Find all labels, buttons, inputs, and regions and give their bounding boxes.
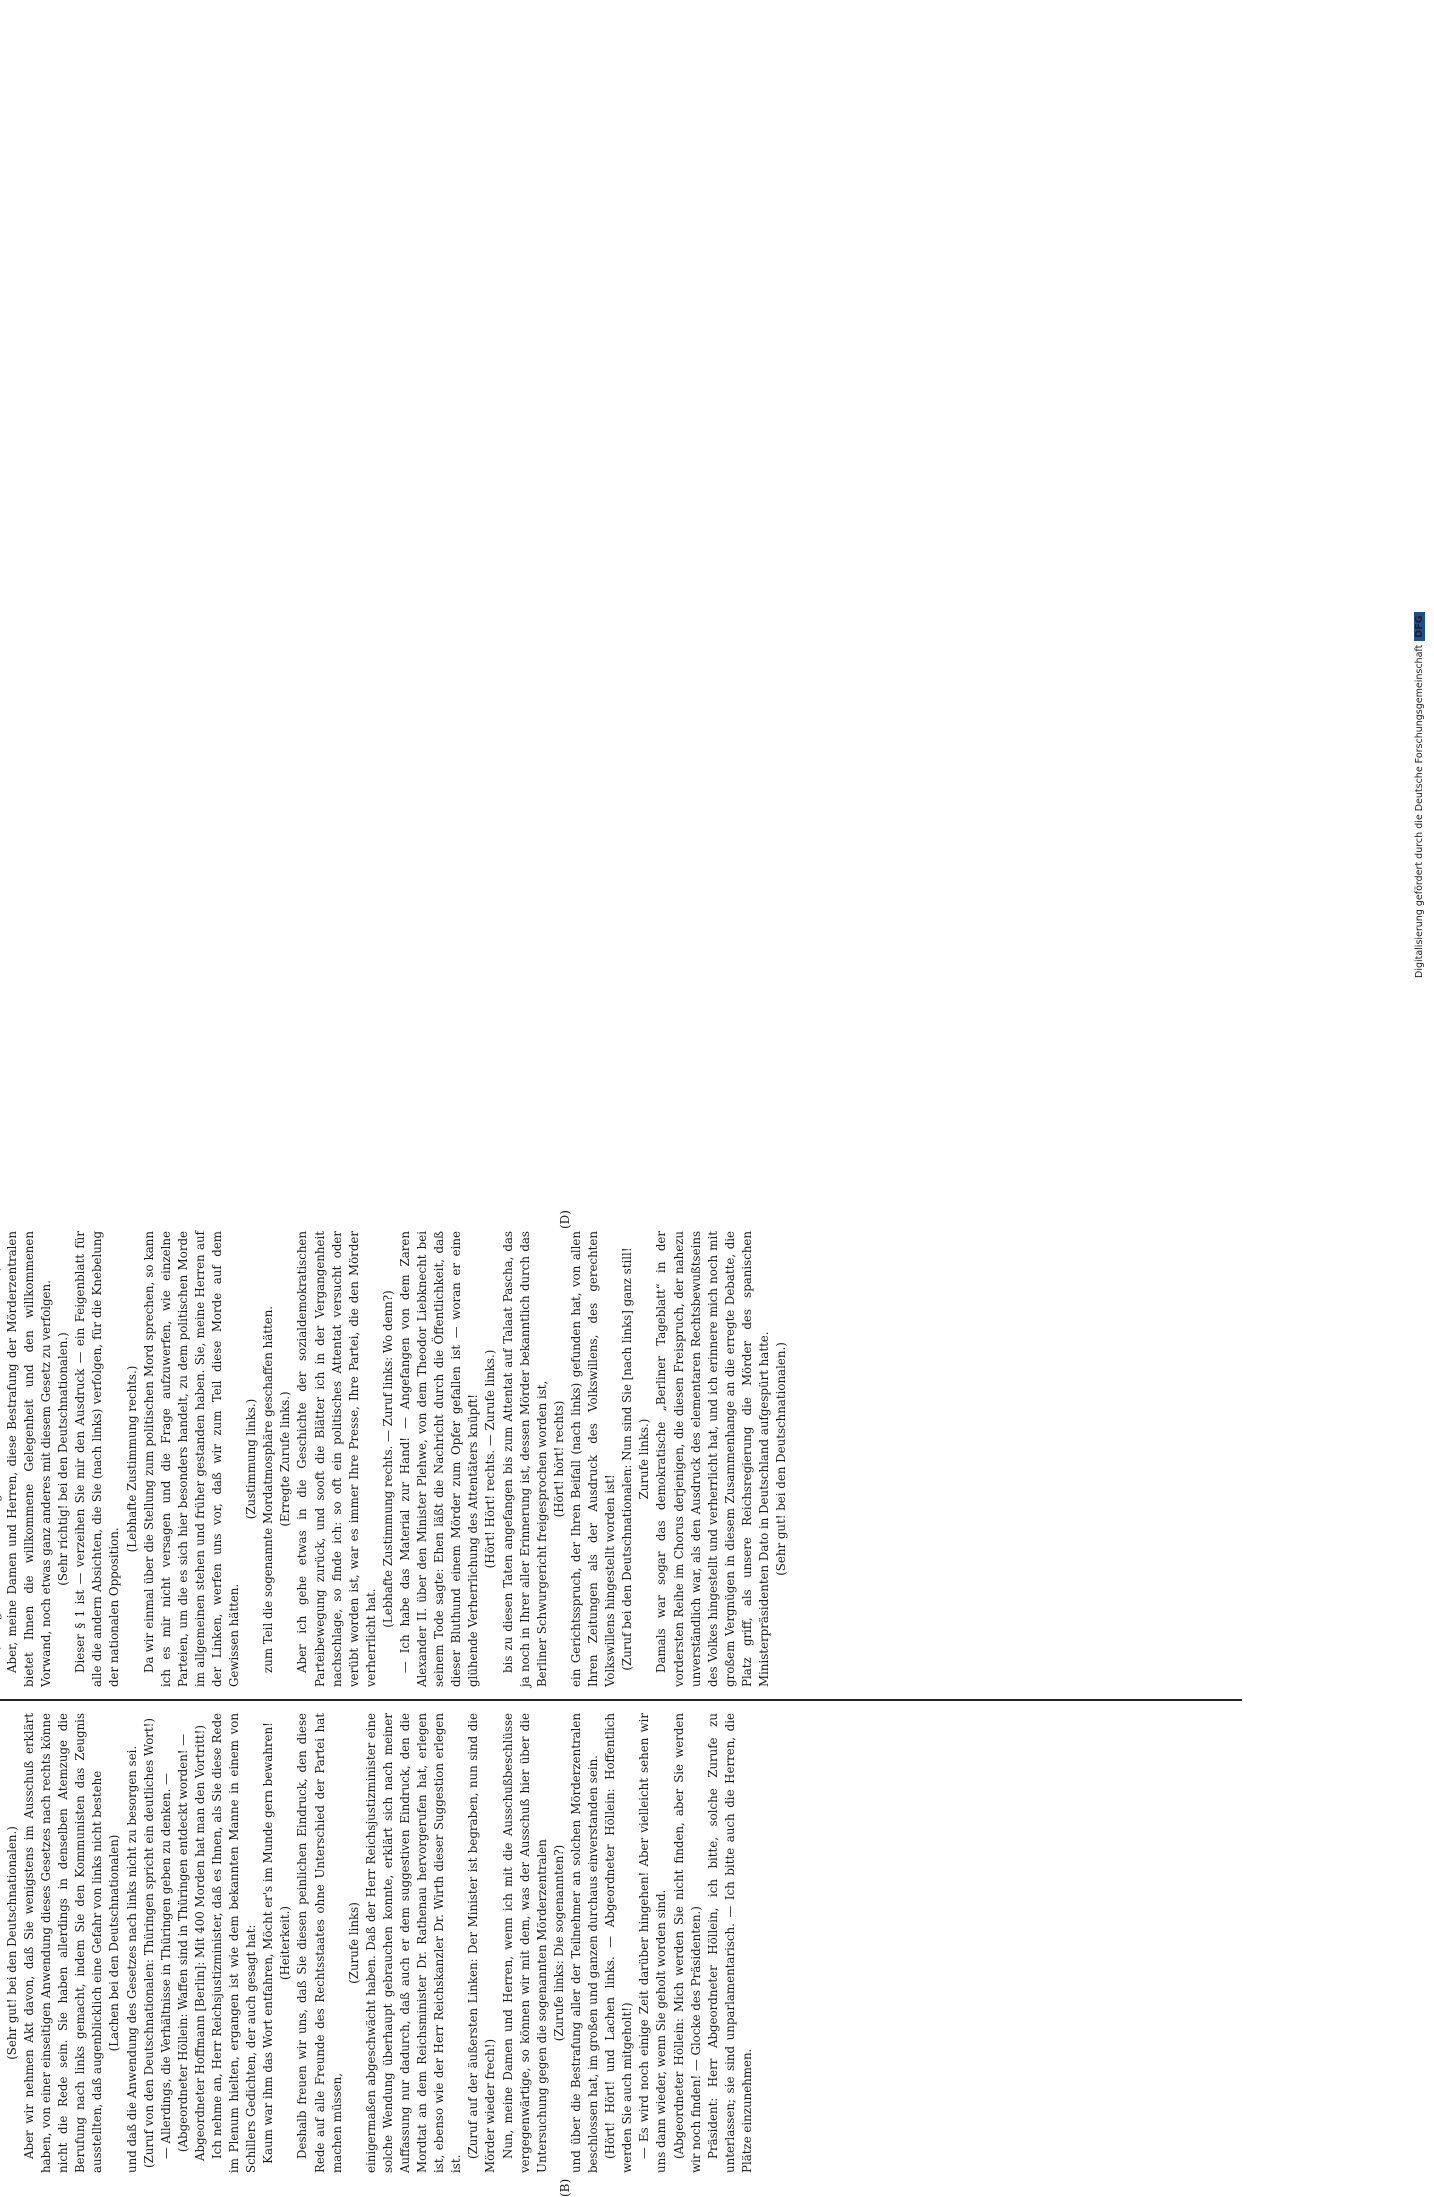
- dfg-logo: DFG: [1414, 613, 1425, 641]
- margin-marker-b: (B): [558, 2178, 572, 2197]
- paragraph: Aber, meine Damen und Herren, diese Bestrafung der Mörderzentralen bietet Ihnen die willkommene Gelegenheit und den willkommenen Vorwand, noch etwas ganz anderes mit diesem Gesetz zu verfolgen.: [4, 1231, 54, 1687]
- interjection: (Abgeordneter Höllein: Waffen sind in Thüringen entdeckt worden! — Abgeordneter Hoffmann [Berlin]: Mit 400 Morden hat man den Vortritt!): [175, 1725, 207, 2161]
- paragraph: und daß die Anwendung des Gesetzes nach links nicht zu besorgen sei.: [124, 1745, 139, 2173]
- interjection: (Hört! Hört! und Lachen links. — Abgeordneter Höllein: Hoffentlich werden Sie auch mitgeholt!): [603, 1713, 635, 2173]
- paragraph: — Ich habe das Material zur Hand! — Angefangen von dem Zaren Alexander II. über den Minister Plehwe, von dem Theodor Liebknecht bei seinem Tode sagte: Ehen läßt die Nachricht durch die Öffentlichkeit, daß dieser Bluthund einem Mörder zum Opfer gefallen ist — woran er eine glühende Verherrlichung des Attentäters knüpft!: [398, 1231, 481, 1687]
- interjection: (Sehr richtig! bei den Deutschnationalen.): [56, 1332, 71, 1586]
- interjection: (Lachen bei den Deutschnationalen): [107, 1834, 122, 2052]
- margin-marker-d: (D): [558, 1210, 572, 1229]
- paragraph: ein Gerichtsspruch, der Ihren Beifall (nach links) gefunden hat, von allen Ihren Zeitungen als der Ausdruck des Volkswillens, des gerechten Volkswillens hingestellt worden ist!: [568, 1231, 618, 1687]
- digitization-credit: Digitalisierung gefördert durch die Deutsche Forschungsgemeinschaft: [1414, 644, 1425, 978]
- rotated-page-content: [0, 1205, 1208, 2195]
- paragraph: bis zu diesen Taten angefangen bis zum Attentat auf Talaat Pascha, das ja noch in Ihrer aller Erinnerung ist, dessen Mörder bekanntlich durch das Berliner Schwurgericht freigesprochen worden ist,: [500, 1231, 549, 1687]
- interjection: (Sehr gut! bei den Deutschnationalen.): [4, 1826, 19, 2060]
- left-text-column: [0, 1713, 756, 2173]
- interjection: (Lebhafte Zustimmung rechts. — Zuruf links: Wo denn?): [380, 1290, 395, 1628]
- digitization-note: [1414, 18, 1430, 978]
- interjection: (Sehr gut! bei den Deutschnationalen.): [774, 1342, 789, 1576]
- interjection: (Zuruf von den Deutschnationalen: Thüringen spricht ein deutliches Wort!): [141, 1717, 156, 2169]
- interjection: (Zurufe links: Die sogenannten?): [551, 1844, 566, 2042]
- paragraph: Da wir einmal über die Stellung zum politischen Mord sprechen, so kann ich es mir nicht versagen und die Frage aufzuwerfen, wie einzelne Parteien, um die es sich hier besonders handelt, zu dem politischen Morde im allgemeinen stehen und früher gestanden haben. Sie, meine Herren auf der Linken, werfen uns vor, daß wir zum Teil diese Morde auf dem Gewissen hätten.: [141, 1231, 242, 1687]
- interjection: (Abgeordneter Höllein: Mich werden Sie nicht finden, aber Sie werden wir noch finden! — Glocke des Präsidenten.): [671, 1713, 703, 2173]
- interjection: (Heiterkeit.): [278, 1906, 293, 1981]
- paragraph: — Es wird noch einige Zeit darüber hingehen! Aber vielleicht sehen wir uns dann wieder, wenn Sie geholt worden sind.: [637, 1713, 669, 2173]
- interjection: (Zustimmung links.): [244, 1398, 259, 1520]
- paragraph: Ich nehme an, Herr Reichsjustizminister, daß es Ihnen, als Sie diese Rede im Plenum hielten, ergangen ist wie dem bekannten Manne in einem von Schillers Gedichten, der auch gesagt hat:: [209, 1713, 259, 2173]
- paragraph: Damals war sogar das demokratische „Berliner Tageblatt“ in der vordersten Reihe im Chorus derjenigen, die diesen Freispruch, der nahezu unverständlich war, als den Ausdruck des elementaren Rechtsbewußtseins des Volkes hingestellt und verherrlicht hat, und ich erinnere mich noch mit großem Vergnügen in diesem Zusammenhange an die erregte Debatte, die Platz griff, als unsere Reichsregierung die Mörder des spanischen Ministerpräsidenten Dato in Deutschland aufgespürt hatte.: [654, 1231, 771, 1687]
- interjection: (Hört! Hört! rechts. — Zurufe links.): [483, 1349, 498, 1569]
- paragraph: Aber wir nehmen Akt davon, daß Sie wenigstens im Ausschuß erklärt haben, von einer einseitigen Anwendung dieses Gesetzes nach rechts könne nicht die Rede sein. Sie haben allerdings in denselben Atemzuge die Berufung nach links gemacht, indem Sie den Kommunisten das Zeugnis ausstellten, daß augenblicklich eine Gefahr von links nicht bestehe: [21, 1713, 105, 2173]
- digitization-note-text: [1414, 613, 1425, 979]
- interjection: (Lebhafte Zustimmung rechts.): [124, 1365, 139, 1553]
- column-divider: [0, 1699, 1242, 1701]
- paragraph: Dieser § 1 ist — verzeihen Sie mir den Ausdruck — ein Feigenblatt für alle die andern Absichten, die Sie (nach links) verfolgen, für die Knebelung der nationalen Opposition.: [73, 1231, 122, 1687]
- interjection: (Hört! hört! rechts): [551, 1400, 566, 1518]
- president-statement: Präsident: Herr Abgeordneter Höllein, ich bitte, solche Zurufe zu unterlassen; sie sind unparlamentarisch. — Ich bitte auch die Herren, die Plätze einzunehmen.: [705, 1713, 754, 2173]
- paragraph: Deshalb freuen wir uns, daß Sie diesen peinlichen Eindruck, den diese Rede auf alle Freunde des Rechtsstaates ohne Unterschied der Partei hat machen müssen,: [295, 1713, 344, 2173]
- paragraph: Aber ich gehe etwas in die Geschichte der sozialdemokratischen Parteibewegung zurück, und sooft die Blätter ich in der Vergangenheit nachschlage, so finde ich: so oft ein politisches Attentat versucht oder verübt worden ist, war es immer Ihre Presse, Ihre Partei, die den Mörder verherrlicht hat.: [295, 1231, 378, 1687]
- paragraph: und über die Bestrafung aller der Teilnehmer an solchen Mörderzentralen beschlossen hat, im großen und ganzen durchaus einverstanden sein.: [568, 1713, 601, 2173]
- paragraph: — Allerdings, die Verhältnisse in Thüringen geben zu denken. —: [158, 1773, 173, 2159]
- interjection: (Zuruf auf der äußersten Linken: Der Minister ist begraben, nun sind die Mörder wieder frech!): [466, 1713, 498, 2173]
- paragraph: einigermaßen abgeschwächt haben. Daß der Herr Reichsjustizminister eine solche Wendung überhaupt gebrauchen konnte, erklärt sich nach meiner Auffassung nur dadurch, daß auch er dem suggestiven Eindruck, den die Mordtat an dem Reichsminister Dr. Rathenau hervorgerufen hat, erlegen ist, ebenso wie der Herr Reichskanzler Dr. Wirth dieser Suggestion erlegen ist.: [363, 1713, 464, 2173]
- interjection: (Zurufe links): [346, 1902, 361, 1984]
- paragraph: Nun, meine Damen und Herren, wenn ich mit die Ausschußbeschlüsse vergegenwärtige, so können wir mit dem, was der Ausschuß hier über die Untersuchung gegen die sogenannten Mörderzentralen: [500, 1713, 549, 2173]
- poem-quote: Kaum war ihm das Wort entfahren, Möcht er's im Munde gern bewahren!: [261, 1722, 276, 2164]
- interjection: (Zuruf bei den Deutschnationalen: Nun sind Sie [nach links] ganz still! Zurufe links.): [620, 1247, 652, 1671]
- right-text-column: [0, 1231, 790, 1687]
- paragraph: zum Teil die sogenannte Mordatmosphäre geschaffen hätten.: [261, 1305, 276, 1673]
- interjection: (Erregte Zurufe links.): [278, 1391, 293, 1527]
